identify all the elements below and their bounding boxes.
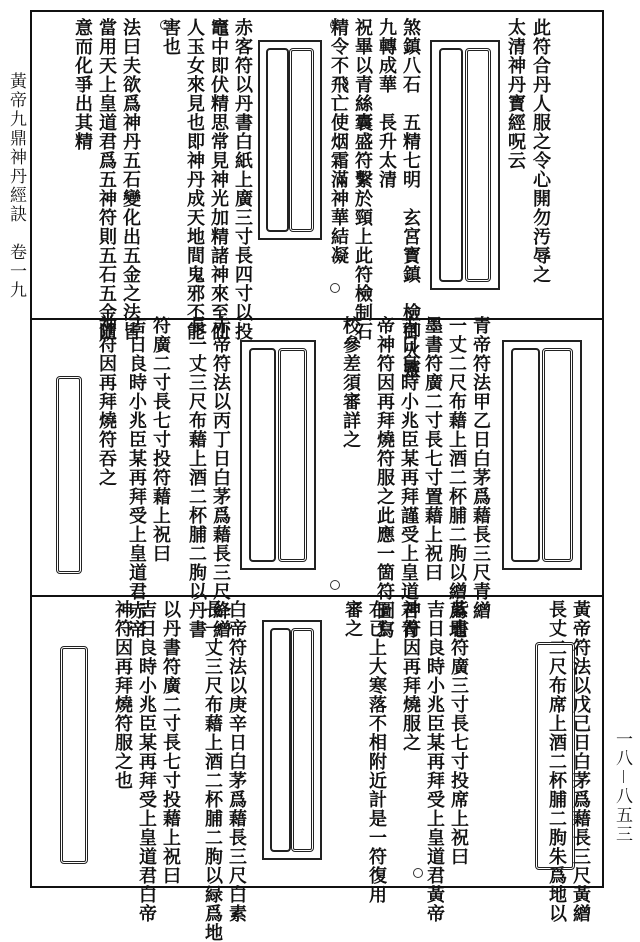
text-column: 校參差須審詳之 xyxy=(340,316,361,449)
talisman-figure xyxy=(262,620,322,860)
section-divider xyxy=(30,595,604,597)
text-column: 害也 xyxy=(160,18,181,56)
circle-mark-icon xyxy=(160,20,170,30)
text-column: 神符因再拜燒符吞之 xyxy=(96,316,117,487)
text-column: 長一丈三尺布藉上酒二杯脯二朐以緑爲地 xyxy=(202,600,223,942)
talisman-figure xyxy=(258,40,322,240)
text-column: 神符因再拜燒符服之也 xyxy=(112,600,133,790)
text-column: 當用天上皇道君爲五神符則五石五金隨 xyxy=(96,18,117,341)
text-column: 墨書符廣二寸長七寸置藉上祝曰 xyxy=(422,316,443,582)
text-column: 法曰夫欲爲神丹五石變化出五金之法皆 xyxy=(120,18,141,341)
text-column: 精令不飛亡使烟霜滿神華結凝 xyxy=(328,18,349,265)
text-column: 黃帝符法以戊己日白茅爲藉長三尺黃繒 xyxy=(570,600,591,923)
page-number: 一八－八五三 xyxy=(612,730,632,844)
text-column: 符廣二寸長七寸投符藉上祝曰 xyxy=(150,316,171,563)
text-column: 白帝符法以庚辛日白茅爲藉長三尺白素 xyxy=(226,600,247,923)
text-column: 赤客符以丹書白紙上廣三寸長四寸以投 xyxy=(232,18,253,341)
text-column: 神符因再拜燒服之 xyxy=(400,600,421,752)
talisman-figure xyxy=(240,340,316,570)
text-column: 長丈二尺布席上酒二杯脯二朐朱爲地以 xyxy=(546,600,567,923)
circle-mark-icon xyxy=(330,580,340,590)
text-column: 以丹書符廣二寸長七寸投藉上祝曰 xyxy=(160,600,181,885)
text-column: 此符合丹人服之令心開勿汚辱之 xyxy=(530,18,551,284)
talisman-figure xyxy=(54,640,94,870)
text-column: 一丈二尺布藉上酒二杯脯二朐以繒爲地 xyxy=(446,316,467,639)
talisman-figure xyxy=(525,636,585,876)
circle-mark-icon xyxy=(413,868,423,878)
text-column: 青帝符法甲乙日白茅爲藉長三尺青繒 xyxy=(470,316,491,620)
text-column: 赤帝符法以丙丁日白茅爲藉長三尺絳繒 xyxy=(210,316,231,639)
circle-mark-icon xyxy=(330,283,340,293)
text-column: 九轉成華 長升太清 xyxy=(376,18,397,189)
circle-mark-icon xyxy=(330,20,340,30)
text-column: 審之 xyxy=(342,600,363,638)
text-column: 太清神丹寳經呪云 xyxy=(505,18,526,170)
text-column: 祝畢以青絲囊盛符繫於頸上此符檢制石 xyxy=(352,18,373,341)
text-column: 帝神符因再拜燒符服之此應一箇符圖寫 xyxy=(374,316,395,639)
text-column: 吉日良時小兆臣某再拜受上皇道君白帝 xyxy=(136,600,157,923)
talisman-figure xyxy=(50,370,88,580)
text-column: 意而化爭出其精 xyxy=(72,18,93,151)
text-column: 吉日良時小兆臣某再拜受上皇道君黃帝 xyxy=(424,600,445,923)
text-column: 吉日良時小兆臣某再拜謹受上皇道君青 xyxy=(398,316,419,639)
text-column: 竈中即伏精思常見神光加精諸神來至仙 xyxy=(208,18,229,341)
text-column: 人玉女來見也即神丹成天地間鬼邪不能 xyxy=(184,18,205,341)
text-column: 右已上大寒落不相附近計是一符復用 xyxy=(366,600,387,904)
talisman-figure xyxy=(502,340,582,570)
text-column: 吉日良時小兆臣某再拜受上皇道君赤帝 xyxy=(126,316,147,639)
volume-title: 黃帝九鼎神丹經訣 卷一九 xyxy=(6,72,26,300)
talisman-figure xyxy=(430,40,500,290)
text-column: 長一丈三尺布藉上酒二杯脯二朐以丹書 xyxy=(186,316,207,639)
text-column: 紫書符廣三寸長七寸投席上祝曰 xyxy=(448,600,469,866)
text-column: 煞鎮八石 五精七明 玄宮寳鎮 檢御火靈 xyxy=(400,18,421,379)
